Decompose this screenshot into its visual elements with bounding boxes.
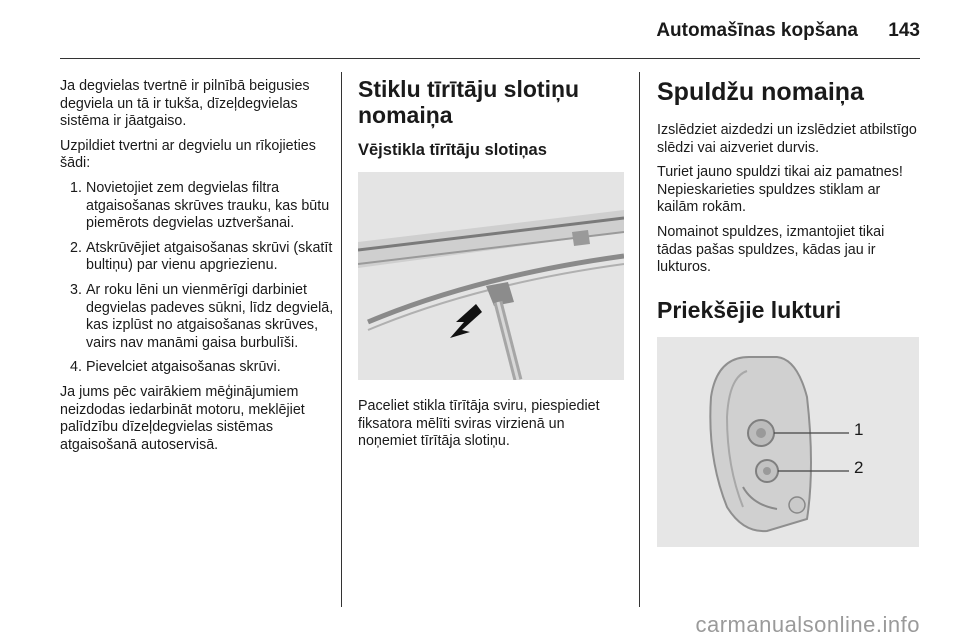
watermark: carmanualsonline.info — [695, 612, 920, 637]
page-header — [0, 0, 960, 60]
step-number: 2. — [70, 239, 82, 256]
list-item — [60, 180, 335, 233]
list-item — [60, 282, 335, 352]
fill-instruction: Uzpildiet tvertni ar degvielu un rīkojieties šādi: — [60, 137, 316, 172]
wiper-arm-diagram — [358, 172, 624, 380]
intro-paragraph: Ja degvielas tvertnē ir pilnībā beigusies degviela un tā ir tukša, dīzeļdegvielas sistēma ir jāatgaiso. — [60, 78, 310, 130]
list-item — [60, 359, 335, 377]
subheading-headlamps: Priekšējie lukturi — [657, 296, 842, 323]
column-divider-right — [639, 72, 640, 607]
step-number: 1. — [70, 179, 82, 196]
subheading-windscreen-wipers: Vējstikla tīrītāju slotiņas — [358, 141, 547, 159]
bulb-paragraph: Izslēdziet aizdedzi un izslēdziet atbilstīgo slēdzi vai aizveriet durvis. — [657, 122, 917, 156]
callout-label-1: 1 — [854, 419, 864, 439]
column-bulb-replacement — [657, 78, 923, 547]
step-text: Novietojiet zem degvielas filtra atgaisošanas skrūves trauku, kas būtu piemērots degvielas uztveršanai. — [86, 179, 330, 232]
column-wiper-blades — [358, 76, 626, 458]
steps-list — [60, 180, 335, 377]
header-rule — [60, 58, 920, 59]
bulb-paragraph: Turiet jauno spuldzi tikai aiz pamatnes! Nepieskarieties spuldzes stiklam ar kailām rokām. — [657, 164, 903, 216]
column-divider-left — [341, 72, 342, 607]
step-text: Ar roku lēni un vienmērīgi darbiniet degvielas padeves sūkni, līdz degvielā, kas izplūst no atgaisošanas skrūves, vairs nav manāmi gaisa burbulīši. — [86, 281, 334, 351]
page-number: 143 — [888, 20, 920, 41]
section-heading-wipers: Stiklu tīrītāju slotiņu nomaiņa — [358, 76, 580, 128]
callout-label-2: 2 — [854, 457, 864, 477]
headlamp-diagram — [657, 337, 919, 547]
list-item — [60, 240, 335, 275]
header-title: Automašīnas kopšana — [656, 20, 858, 41]
section-heading-bulbs: Spuldžu nomaiņa — [657, 78, 864, 106]
step-number: 4. — [70, 359, 82, 376]
step-number: 3. — [70, 281, 82, 298]
outro-paragraph: Ja jums pēc vairākiem mēģinājumiem neizdodas iedarbināt motoru, meklējiet palīdzību dīzeļdegvielas sistēmas atgaisošanā autoservisā. — [60, 383, 305, 453]
step-text: Atskrūvējiet atgaisošanas skrūvi (skatīt bultiņu) par vienu apgriezienu. — [86, 239, 333, 274]
column-fuel-bleeding — [60, 78, 335, 461]
headlamp-illustration — [657, 337, 919, 547]
step-text: Pievelciet atgaisošanas skrūvi. — [86, 359, 281, 376]
wiper-caption: Paceliet stikla tīrītāja sviru, piespiediet fiksatora mēlīti sviras virzienā un noņemiet tīrītāja slotiņu. — [358, 398, 600, 450]
bulb-paragraph: Nomainot spuldzes, izmantojiet tikai tādas pašas spuldzes, kādas jau ir lukturos. — [657, 223, 885, 276]
wiper-blade-illustration — [358, 172, 624, 380]
